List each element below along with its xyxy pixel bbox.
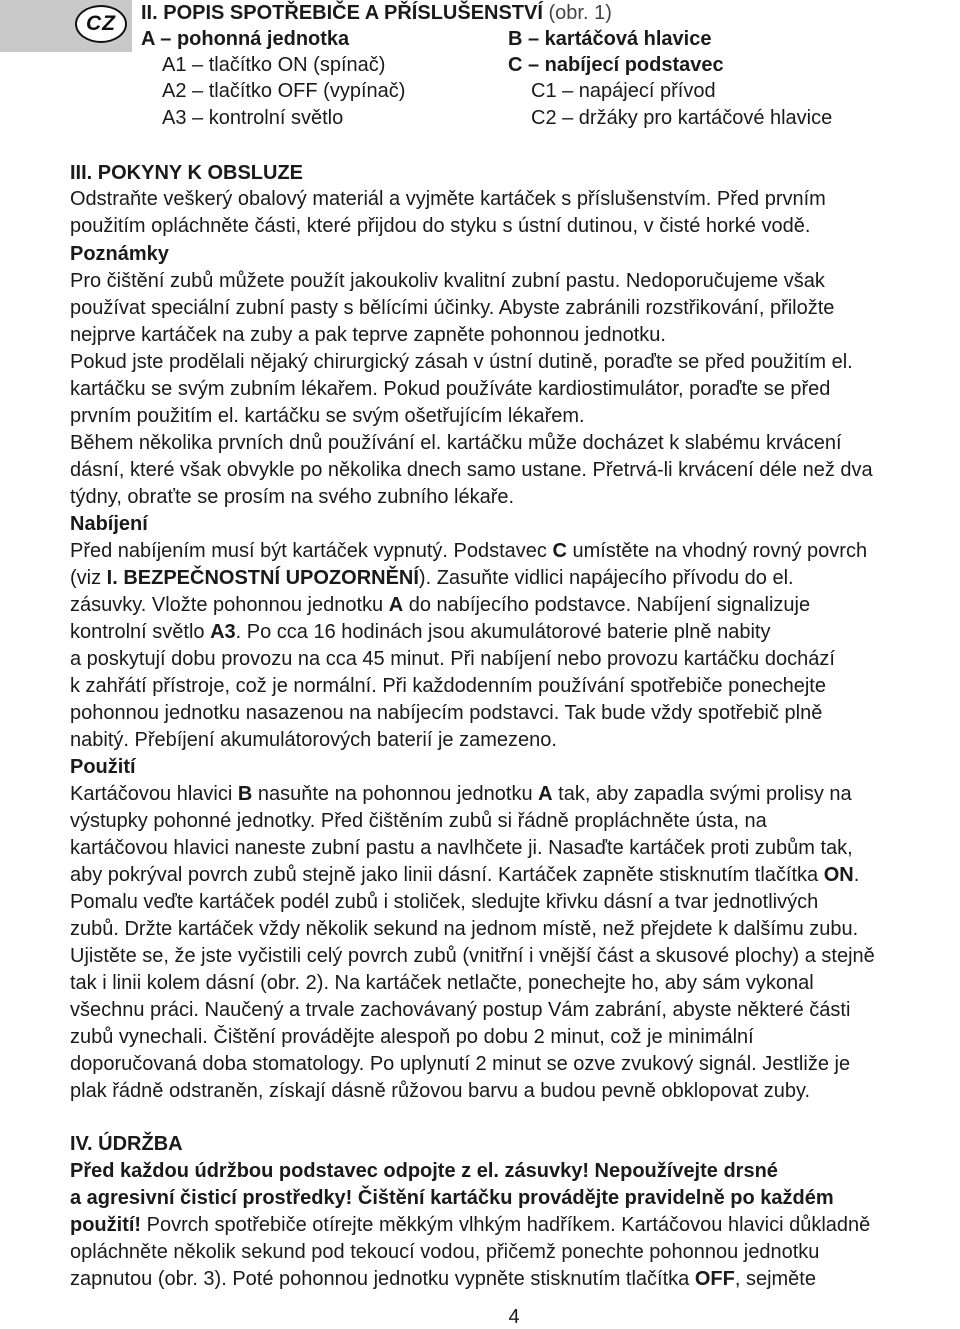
charging-line: zásuvky. Vložte pohonnou jednotku A do nabíjecího podstavce. Nabíjení signalizuje — [70, 594, 811, 616]
notes-heading: Poznámky — [70, 243, 169, 265]
part-c: C – nabíjecí podstavec — [508, 54, 724, 76]
notes-line: Během několika prvních dnů používání el. kartáčku může docházet k slabému krvácení — [70, 432, 842, 454]
intro-line: Odstraňte veškerý obalový materiál a vyjměte kartáček s příslušenstvím. Před prvním — [70, 188, 826, 210]
notes-line: týdny, obraťte se prosím na svého zubního lékaře. — [70, 486, 515, 508]
section-3-title: III. POKYNY K OBSLUZE — [70, 162, 303, 184]
part-b: B – kartáčová hlavice — [508, 28, 712, 50]
part-c1: C1 – napájecí přívod — [531, 80, 716, 102]
notes-line: Pokud jste prodělali nějaký chirurgický zásah v ústní dutině, poraďte se před použitím el. — [70, 351, 853, 373]
maintenance-line: použití! Povrch spotřebiče otírejte měkkým vlhkým hadříkem. Kartáčovou hlavici důkladně — [70, 1214, 871, 1236]
charging-heading: Nabíjení — [70, 513, 148, 535]
notes-line: používat speciální zubní pasty s bělícími účinky. Abyste zabránili rozstřikování, přiložte — [70, 297, 835, 319]
usage-line: tak i linii kolem dásní (obr. 2). Na kartáček netlačte, ponechejte ho, aby sám vykonal — [70, 972, 814, 994]
notes-line: dásní, které však obvykle po několika dnech samo ustane. Přetrvá-li krvácení déle než dva — [70, 459, 873, 481]
maintenance-line: zapnutou (obr. 3). Poté pohonnou jednotku vypněte stisknutím tlačítka OFF, sejměte — [70, 1268, 816, 1290]
charging-line: kontrolní světlo A3. Po cca 16 hodinách jsou akumulátorové baterie plně nabity — [70, 621, 771, 643]
usage-line: Kartáčovou hlavici B nasuňte na pohonnou jednotku A tak, aby zapadla svými prolisy na — [70, 783, 852, 805]
intro-line: použitím opláchněte části, které přijdou do styku s ústní dutinou, v čisté horké vodě. — [70, 215, 811, 237]
section-2-title: II. POPIS SPOTŘEBIČE A PŘÍSLUŠENSTVÍ (obr. 1) — [141, 2, 612, 24]
section-4-title: IV. ÚDRŽBA — [70, 1133, 183, 1155]
charging-line: Před nabíjením musí být kartáček vypnutý. Podstavec C umístěte na vhodný rovný povrch — [70, 540, 868, 562]
charging-line: (viz I. BEZPEČNOSTNÍ UPOZORNĚNÍ). Zasuňte vidlici napájecího přívodu do el. — [70, 567, 794, 589]
notes-line: Pro čištění zubů můžete použít jakoukoliv kvalitní zubní pastu. Nedoporučujeme však — [70, 270, 825, 292]
usage-line: kartáčovou hlavici naneste zubní pastu a navlhčete ji. Nasaďte kartáček proti zubům tak, — [70, 837, 853, 859]
usage-line: zubů. Držte kartáček vždy několik sekund na jednom místě, než přejdete k dalšímu zubu. — [70, 918, 859, 940]
notes-line: nejprve kartáček na zuby a pak teprve zapněte pohonnou jednotku. — [70, 324, 666, 346]
notes-line: kartáčku se svým zubním lékařem. Pokud používáte kardiostimulátor, poraďte se před — [70, 378, 831, 400]
charging-line: nabitý. Přebíjení akumulátorových baterií je zamezeno. — [70, 729, 557, 751]
usage-line: všechnu práci. Naučený a trvale zachovávaný postup Vám zabrání, abyste některé části — [70, 999, 851, 1021]
language-badge: CZ — [75, 5, 127, 43]
usage-line: doporučovaná doba stomatology. Po uplynutí 2 minut se ozve zvukový signál. Jestliže je — [70, 1053, 851, 1075]
part-a: A – pohonná jednotka — [141, 28, 350, 50]
charging-line: k zahřátí přístroje, což je normální. Při každodenním používání spotřebiče ponechejte — [70, 675, 826, 697]
part-a1: A1 – tlačítko ON (spínač) — [162, 54, 386, 76]
usage-line: plak řádně odstraněn, získají dásně růžovou barvu a budou pevně obklopovat zuby. — [70, 1080, 811, 1102]
part-a3: A3 – kontrolní světlo — [162, 107, 344, 129]
usage-line: Ujistěte se, že jste vyčistili celý povrch zubů (vnitřní i vnější část a skusové plochy) a stejně — [70, 945, 875, 967]
maintenance-warning: a agresivní čisticí prostředky! Čištění kartáčku provádějte pravidelně po každém — [70, 1187, 834, 1209]
usage-line: výstupky pohonné jednotky. Před čištěním zubů si řádně propláchněte ústa, na — [70, 810, 767, 832]
charging-line: pohonnou jednotku nasazenou na nabíjecím podstavci. Tak bude vždy spotřebič plně — [70, 702, 823, 724]
charging-line: a poskytují dobu provozu na cca 45 minut. Při nabíjení nebo provozu kartáčku dochází — [70, 648, 835, 670]
page-number: 4 — [508, 1306, 520, 1328]
part-c2: C2 – držáky pro kartáčové hlavice — [531, 107, 833, 129]
maintenance-line: opláchněte několik sekund pod tekoucí vodou, přičemž ponechte pohonnou jednotku — [70, 1241, 820, 1263]
usage-line: aby pokrýval povrch zubů stejně jako linii dásní. Kartáček zapněte stisknutím tlačítka ON. — [70, 864, 860, 886]
part-a2: A2 – tlačítko OFF (vypínač) — [162, 80, 406, 102]
maintenance-warning: Před každou údržbou podstavec odpojte z el. zásuvky! Nepoužívejte drsné — [70, 1160, 778, 1182]
usage-line: Pomalu veďte kartáček podél zubů i stoliček, sledujte křivku dásní a tvar jednotlivých — [70, 891, 819, 913]
notes-line: prvním použitím el. kartáčku se svým ošetřujícím lékařem. — [70, 405, 585, 427]
usage-heading: Použití — [70, 756, 136, 778]
usage-line: zubů vynechali. Čištění provádějte alespoň po dobu 2 minut, což je minimální — [70, 1026, 754, 1048]
